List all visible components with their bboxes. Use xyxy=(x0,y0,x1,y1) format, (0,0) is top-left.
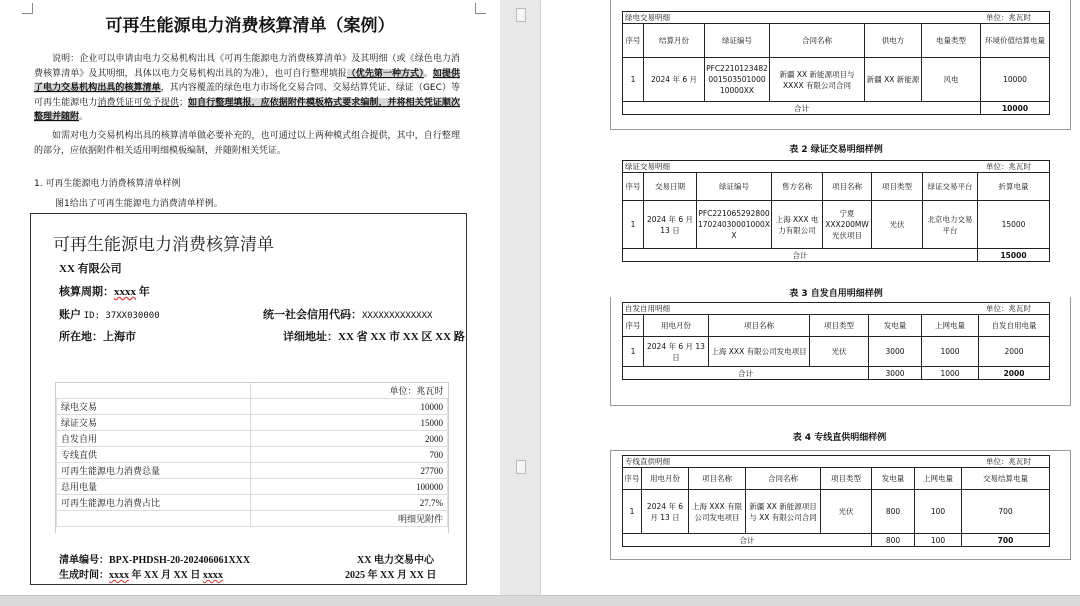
table-title: 表 2 绿证交易明细样例 xyxy=(789,145,883,155)
intro-highlight: 如提供了电力交易机构出具的核算清单 xyxy=(34,68,460,93)
table-cell: 800 xyxy=(872,490,915,534)
total-label: 合计 xyxy=(623,534,872,547)
bill-detail-table xyxy=(55,382,449,533)
column-header: 交易日期 xyxy=(644,173,697,201)
table-cell: 100 xyxy=(915,490,962,534)
bill-gen-year: xxxx xyxy=(109,570,129,581)
scroll-marker xyxy=(516,8,526,22)
bill-credit-label: 统一社会信用代码： xyxy=(263,309,362,321)
table-row xyxy=(623,201,1050,249)
column-header: 合同名称 xyxy=(746,468,821,490)
table-cell: 光伏 xyxy=(810,337,869,367)
bill-row-label: 可再生能源电力消费占比 xyxy=(57,495,251,511)
table-title: 表 4 专线直供明细样例 xyxy=(792,433,887,443)
bill-row-value: 700 xyxy=(251,447,448,463)
column-header: 交易结算电量 xyxy=(962,468,1050,490)
table-caption: 专线直供明细 xyxy=(625,457,670,466)
table-caption: 自发自用明细 xyxy=(625,304,670,313)
table-cell: 光伏 xyxy=(872,201,923,249)
column-header: 发电量 xyxy=(872,468,915,490)
bill-row-label: 绿证交易 xyxy=(57,415,251,431)
bill-row-value: 27700 xyxy=(251,463,448,479)
bill-address: 详细地址：XX 省 XX 市 XX 区 XX 路 xyxy=(283,331,465,343)
total-label: 合计 xyxy=(623,102,981,115)
intro-text: 说明：企业可以申请由电力交易机构出具《可再生能源电力消费核算清单》及其明细（或《绿色电力消费核算清单》及其明细，具体以电力交易机构出具的为准），也可自行整理填报 xyxy=(34,54,460,79)
bill-period-unit: 年 xyxy=(138,286,150,298)
column-header: 序号 xyxy=(623,468,642,490)
table-cell: 新疆 XX 新能源项目与 XXXX 有限公司合同 xyxy=(770,58,865,102)
total-value: 15000 xyxy=(978,249,1050,262)
column-header: 电量类型 xyxy=(922,24,981,58)
bill-location: 所在地：上海市 xyxy=(59,331,136,343)
page-frame xyxy=(610,297,1071,406)
table-caption: 绿证交易明细 xyxy=(625,162,670,171)
bill-period-label: 核算周期： xyxy=(59,286,114,298)
bill-account xyxy=(59,306,160,322)
table-cell: 光伏 xyxy=(821,490,872,534)
column-header: 序号 xyxy=(623,173,644,201)
document-page-right xyxy=(541,0,1080,595)
intro-highlight: 如自行整理填报，应依据附件模板格式要求编制，并将相关凭证顺次整理并随附 xyxy=(34,97,460,122)
table-row xyxy=(57,511,448,527)
column-header: 项目名称 xyxy=(823,173,872,201)
page-gutter xyxy=(500,0,541,595)
table-cell: 1 xyxy=(623,201,644,249)
column-header: 环境价值结算电量 xyxy=(981,24,1050,58)
table-row xyxy=(57,447,448,463)
table-cell: 北京电力交易平台 xyxy=(923,201,978,249)
bill-number: 清单编号：BPX-PHDSH-20-202406061XXX xyxy=(59,555,251,566)
bill-account-value: ID: 37XX030000 xyxy=(83,311,160,321)
column-header: 绿证编号 xyxy=(705,24,770,58)
table-cell: 1000 xyxy=(922,337,979,367)
consumption-bill xyxy=(30,213,467,585)
bill-row-label: 可再生能源电力消费总量 xyxy=(57,463,251,479)
table-cell: 2024 年 6 月 13 日 xyxy=(642,490,689,534)
column-header: 自发自用电量 xyxy=(979,315,1050,337)
table-unit: 单位：兆瓦时 xyxy=(986,457,1031,466)
bill-gen-rest: 年 XX 月 XX 日 xyxy=(131,570,201,581)
bill-row-value: 2000 xyxy=(251,431,448,447)
column-header: 合同名称 xyxy=(770,24,865,58)
column-header: 折算电量 xyxy=(978,173,1050,201)
column-header: 项目名称 xyxy=(709,315,810,337)
column-header: 售方名称 xyxy=(772,173,823,201)
table-cell: 宁夏 XXX200MW 光伏项目 xyxy=(823,201,872,249)
table-cell: 1 xyxy=(623,58,644,102)
column-header: 绿证交易平台 xyxy=(923,173,978,201)
intro-paragraph xyxy=(34,52,460,125)
section-heading: 1. 可再生能源电力消费核算清单样例 xyxy=(34,179,181,189)
bill-row-value: 15000 xyxy=(251,415,448,431)
column-header: 绿证编号 xyxy=(697,173,772,201)
bill-row-label: 绿电交易 xyxy=(57,399,251,415)
table-row xyxy=(57,415,448,431)
table-cell: 2024 年 6 月 xyxy=(644,58,705,102)
bill-title: 可再生能源电力消费核算清单 xyxy=(53,235,274,254)
column-header: 上网电量 xyxy=(922,315,979,337)
column-header: 发电量 xyxy=(869,315,922,337)
column-header: 序号 xyxy=(623,315,644,337)
table-cell: 1 xyxy=(623,337,644,367)
table-cell: 上海 XXX 电力有限公司 xyxy=(772,201,823,249)
table-title: 表 3 自发自用明细样例 xyxy=(789,289,883,299)
total-value: 700 xyxy=(962,534,1050,547)
column-header: 项目类型 xyxy=(872,173,923,201)
intro-text: ，其内容覆盖的绿色电力市场化交易合同、交易结算凭证、绿证（GEC）等可再生能源电力 xyxy=(34,83,460,108)
table-row xyxy=(57,479,448,495)
table-cell: 2024 年 6 月 13 日 xyxy=(644,337,709,367)
total-value: 2000 xyxy=(979,367,1050,380)
total-value: 1000 xyxy=(922,367,979,380)
column-header: 结算月份 xyxy=(644,24,705,58)
table-cell: 700 xyxy=(962,490,1050,534)
page-frame xyxy=(610,0,1071,130)
table-cell: 2024 年 6 月 13 日 xyxy=(644,201,697,249)
bill-unit: 单位：兆瓦时 xyxy=(251,383,448,399)
table-caption: 绿电交易明细 xyxy=(625,13,670,22)
table-cell: 15000 xyxy=(978,201,1050,249)
table-cell: 3000 xyxy=(869,337,922,367)
bill-period xyxy=(59,283,150,299)
page-frame xyxy=(610,450,1071,560)
table-cell: PFC22106529280017024030001000XX xyxy=(697,201,772,249)
table-unit: 单位：兆瓦时 xyxy=(986,162,1031,171)
table-cell: 10000 xyxy=(981,58,1050,102)
table-row xyxy=(57,463,448,479)
bill-row-value: 27.7% xyxy=(251,495,448,511)
table-row xyxy=(57,431,448,447)
table-header-row xyxy=(623,173,1050,201)
table-row xyxy=(57,495,448,511)
total-label: 合计 xyxy=(623,367,869,380)
column-header: 用电月份 xyxy=(642,468,689,490)
intro-underline: 消费凭证可免予提供 xyxy=(97,97,180,108)
status-bar xyxy=(0,595,1080,606)
bill-company: XX 有限公司 xyxy=(59,263,122,275)
bill-row-label: 自发自用 xyxy=(57,431,251,447)
bill-credit-value: XXXXXXXXXXXXX xyxy=(362,311,433,321)
column-header: 序号 xyxy=(623,24,644,58)
scroll-marker xyxy=(516,460,526,474)
column-header: 上网电量 xyxy=(915,468,962,490)
total-value: 10000 xyxy=(981,102,1050,115)
bill-gen-label: 生成时间： xyxy=(59,570,109,581)
bill-attachment-note: 明细见附件 xyxy=(251,511,448,527)
table-cell: 新疆 XX 新能源 xyxy=(865,58,922,102)
table-row xyxy=(57,399,448,415)
bill-credit-code xyxy=(263,306,432,322)
column-header: 项目名称 xyxy=(689,468,746,490)
bill-table xyxy=(56,383,448,527)
column-header: 用电月份 xyxy=(644,315,709,337)
table-cell: 2000 xyxy=(979,337,1050,367)
table-unit: 单位：兆瓦时 xyxy=(986,304,1031,313)
bill-account-label: 账户 xyxy=(59,309,81,321)
document-page-left xyxy=(0,0,500,595)
total-value: 100 xyxy=(915,534,962,547)
bill-row-value: 10000 xyxy=(251,399,448,415)
column-header: 项目类型 xyxy=(821,468,872,490)
bill-gen-tail: xxxx xyxy=(202,570,223,581)
bill-row-label: 专线直供 xyxy=(57,447,251,463)
table-cell: 上海 XXX 有限公司发电项目 xyxy=(689,490,746,534)
intro-highlight: （优先第一种方式） xyxy=(346,68,424,79)
column-header: 供电方 xyxy=(865,24,922,58)
column-header: 项目类型 xyxy=(810,315,869,337)
total-value: 800 xyxy=(872,534,915,547)
table-cell: 上海 XXX 有限公司发电项目 xyxy=(709,337,810,367)
intro-text: 。 xyxy=(423,68,433,79)
intro-text: 。 xyxy=(79,112,89,122)
cert-table xyxy=(622,160,1050,262)
bill-issuer: XX 电力交易中心 xyxy=(357,555,434,566)
table-cell: 新疆 XX 新能源项目与 XX 有限公司合同 xyxy=(746,490,821,534)
bill-generated-time xyxy=(59,566,223,581)
table-cell: 1 xyxy=(623,490,642,534)
bill-period-value: xxxx xyxy=(114,286,136,298)
bill-date: 2025 年 XX 月 XX 日 xyxy=(345,570,437,581)
intro-text: ； xyxy=(179,97,189,108)
supplement-paragraph: 如需对电力交易机构出具的核算清单做必要补充的，也可通过以上两种模式组合提供，其中，自行整理的部分，应依据附件相关适用明细模板编制，并随附相关凭证。 xyxy=(34,131,460,156)
total-value: 3000 xyxy=(869,367,922,380)
section-text: 图1给出了可再生能源电力消费清单样例。 xyxy=(55,199,223,209)
table-cell: PFC221012348200150350100010000XX xyxy=(705,58,770,102)
bill-row-label: 总用电量 xyxy=(57,479,251,495)
total-label: 合计 xyxy=(623,249,978,262)
bill-row-value: 100000 xyxy=(251,479,448,495)
table-cell: 风电 xyxy=(922,58,981,102)
table-total-row xyxy=(623,249,1050,262)
document-title: 可再生能源电力消费核算清单（案例） xyxy=(105,16,395,36)
table-unit: 单位：兆瓦时 xyxy=(986,13,1031,22)
